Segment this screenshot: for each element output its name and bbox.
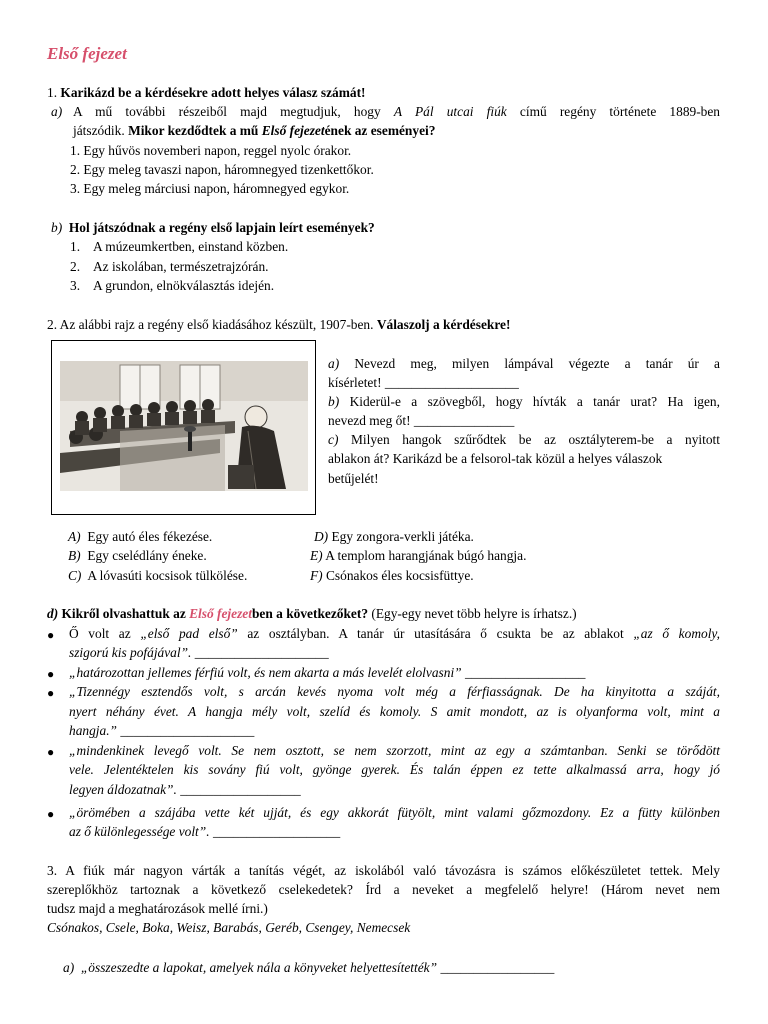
q2d-item3-line2: nyert néhány évet. A hangja mély volt, szelíd és komoly. S amit mondott, az is olyanforma volt, mint a: [69, 704, 720, 719]
q2-option-b[interactable]: B) Egy cselédlány éneke.: [68, 548, 207, 563]
q2d-item2-line1: „határozottan jellemes férfiú volt, és nem akarta a más levelét elolvasni” __________________: [69, 665, 586, 680]
q2d-item5-answer[interactable]: ___________________: [212, 824, 341, 839]
q2d-item1-line2: szigorú kis pofájával”. ____________________: [69, 645, 329, 660]
q2a-line1: a) Nevezd meg, milyen lámpával végezte a tanár úr a: [328, 356, 720, 371]
bullet-icon: ●: [47, 807, 55, 821]
q2d-item3-line1: „Tizennégy esztendős volt, s arcán kevés nyoma volt még a férfiasságnak. De ha kinyitotta a száját,: [69, 684, 720, 699]
q2d-item3-line3: hangja.” ____________________: [69, 723, 255, 738]
classroom-illustration: [51, 340, 316, 515]
q1a-intro-line1: A mű további részeiből majd megtudjuk, hogy A Pál utcai fiúk című regény története 1889-ben: [73, 104, 721, 119]
q3a-answer[interactable]: _________________: [440, 960, 555, 975]
bullet-icon: ●: [47, 628, 55, 642]
q3a-item: a) „összeszedte a lapokat, amelyek nála a könyveket helyettesítették” _________________: [63, 960, 555, 975]
q2d-item5-line1: „örömében a szájába vette két ujját, és egy akkorát fütyölt, mint valami gőzmozdony. Ez a fütty különben: [69, 805, 720, 820]
q3-line3: tudsz majd a meghatározások mellé írni.): [47, 901, 268, 916]
q2-heading: 2. Az alábbi rajz a regény első kiadásához készült, 1907-ben. Válaszolj a kérdésekre!: [47, 317, 511, 332]
q2b-answer-line[interactable]: nevezd meg őt! _______________: [328, 413, 515, 428]
q2d-heading: d) Kikről olvashattuk az Első fejezetben a következőket? (Egy-egy nevet több helyre is írhatsz.): [47, 606, 577, 621]
q1a-intro-line2: játszódik. Mikor kezdődtek a mű Első fejezetének az eseményei?: [73, 123, 436, 138]
q2d-item1-answer[interactable]: ____________________: [194, 645, 329, 660]
q1b-option-1[interactable]: 1.: [70, 239, 81, 254]
q2-option-f[interactable]: F) Csónakos éles kocsisfüttye.: [310, 568, 474, 583]
q1a-option-2[interactable]: 2. Egy meleg tavaszi napon, háromnegyed tizenkettőkor.: [70, 162, 374, 177]
chapter-title: Első fejezet: [47, 44, 127, 63]
q3-names-list: Csónakos, Csele, Boka, Weisz, Barabás, Geréb, Csengey, Nemecsek: [47, 920, 411, 935]
bullet-icon: ●: [47, 745, 55, 759]
q2d-item4-line3: legyen áldozatnak”. __________________: [69, 782, 301, 797]
q2d-item2-answer[interactable]: __________________: [464, 665, 586, 680]
bullet-icon: ●: [47, 686, 55, 700]
q2d-item4-answer[interactable]: __________________: [180, 782, 301, 797]
q3-line1: 3. A fiúk már nagyon várták a tanítás végét, az iskolából való távozásra is számos előkészületet tettek. Mely: [47, 863, 720, 878]
q3-line2: szereplőkhöz tartoznak a következő cselekedetek? Írd a neveket a megfelelő helyre! (Három nevet nem: [47, 882, 720, 897]
q2-option-e[interactable]: E) A templom harangjának búgó hangja.: [310, 548, 527, 563]
q1b-option-3-text: A grundon, elnökválasztás idején.: [93, 278, 275, 293]
q1a-option-3[interactable]: 3. Egy meleg márciusi napon, háromnegyed egykor.: [70, 181, 350, 196]
q1b-option-2[interactable]: 2.: [70, 259, 81, 274]
q1b-option-3[interactable]: 3.: [70, 278, 81, 293]
classroom-drawing-icon: [60, 361, 308, 491]
q2c-line1: c) Milyen hangok szűrődtek be az osztályterem-be a nyitott: [328, 432, 720, 447]
q1-heading: 1. Karikázd be a kérdésekre adott helyes válasz számát!: [47, 85, 366, 100]
q2-option-a[interactable]: A) Egy autó éles fékezése.: [68, 529, 213, 544]
q2-option-d[interactable]: D) Egy zongora-verkli játéka.: [314, 529, 474, 544]
q2d-item4-line2: vele. Jelentéktelen kis sovány fiú volt, gyönge gyerek. És talán éppen ez tette alkalmassá arra, hogy jó: [69, 762, 720, 777]
q1a-letter: a): [51, 104, 63, 119]
q2a-answer-line[interactable]: kísérletet! ____________________: [328, 375, 519, 390]
q2-option-c[interactable]: C) A lóvasúti kocsisok tülkölése.: [68, 568, 248, 583]
q2b-line1: b) Kiderül-e a szövegből, hogy hívták a tanár urat? Ha igen,: [328, 394, 720, 409]
q1b-option-1-text: A múzeumkertben, einstand közben.: [93, 239, 289, 254]
bullet-icon: ●: [47, 667, 55, 681]
q1b-question: b) Hol játszódnak a regény első lapjain leírt események?: [51, 220, 375, 235]
q2c-line3: betűjelét!: [328, 471, 379, 486]
q2d-item1-line1: Ő volt az „első pad első” az osztályban. A tanár úr utasítására ő csukta be az ablakot „az ő komoly,: [69, 626, 720, 641]
q2d-item4-line1: „mindenkinek levegő volt. Se nem osztott, se nem szorzott, mint az egy a számtanban. Senki se törődött: [69, 743, 720, 758]
q2d-item3-answer[interactable]: ____________________: [120, 723, 255, 738]
q2c-line2: ablakon át? Karikázd be a felsorol-tak közül a helyes válaszok: [328, 451, 663, 466]
q1a-option-1[interactable]: 1. Egy hűvös novemberi napon, reggel nyolc órakor.: [70, 143, 352, 158]
q1b-option-2-text: Az iskolában, természetrajzórán.: [93, 259, 269, 274]
q2d-item5-line2: az ő különlegessége volt”. ___________________: [69, 824, 341, 839]
